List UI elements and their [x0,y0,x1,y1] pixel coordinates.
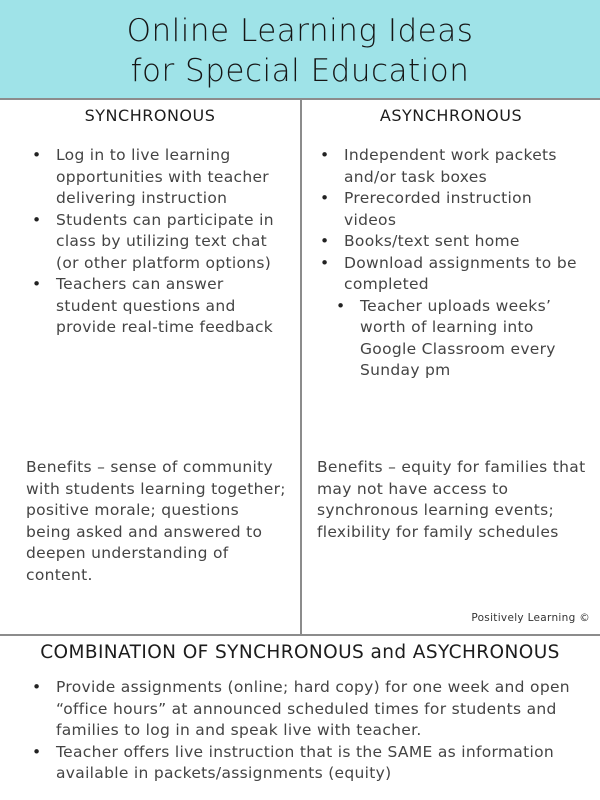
asynchronous-heading: ASYNCHRONOUS [379,106,523,125]
synchronous-benefits: Benefits – sense of community with students learning together; positive morale; questions being asked and answered to deepen understanding of content. [26,458,286,584]
synchronous-list [32,145,282,339]
title-line-2: for Special Education [130,53,470,89]
list-item: • Provide assignments (online; hard copy) for one week and open “office hours” at announced scheduled times for students and families to log in and speak live with teacher. [32,677,592,742]
sub-list-item: • Teacher uploads weeks’ worth of learning into Google Classroom every Sunday pm [320,296,585,382]
list-item: • Books/text sent home [320,231,585,253]
column-divider [300,100,302,635]
list-item: • Teachers can answer student questions and provide real-time feedback [32,274,282,339]
list-item: • Students can participate in class by utilizing text chat (or other platform options) [32,210,282,275]
combination-list [32,677,592,785]
synchronous-heading: SYNCHRONOUS [84,106,216,125]
list-item: • Independent work packets and/or task boxes [320,145,585,188]
list-item: • Log in to live learning opportunities with teacher delivering instruction [32,145,282,210]
page-title [0,0,600,91]
asynchronous-list [320,145,585,382]
list-item: • Teacher offers live instruction that is the SAME as information available in packets/assignments (equity) [32,742,592,785]
combination-heading: COMBINATION OF SYNCHRONOUS and ASYCHRONOUS [40,642,560,663]
credit-text: Positively Learning © [471,612,590,624]
list-item: • Prerecorded instruction videos [320,188,585,231]
title-line-1: Online Learning Ideas [126,13,474,49]
list-item: • Download assignments to be completed [320,253,585,296]
asynchronous-benefits: Benefits – equity for families that may not have access to synchronous learning events; flexibility for family schedules [317,458,586,541]
section-divider [0,634,600,636]
title-banner [0,0,600,100]
